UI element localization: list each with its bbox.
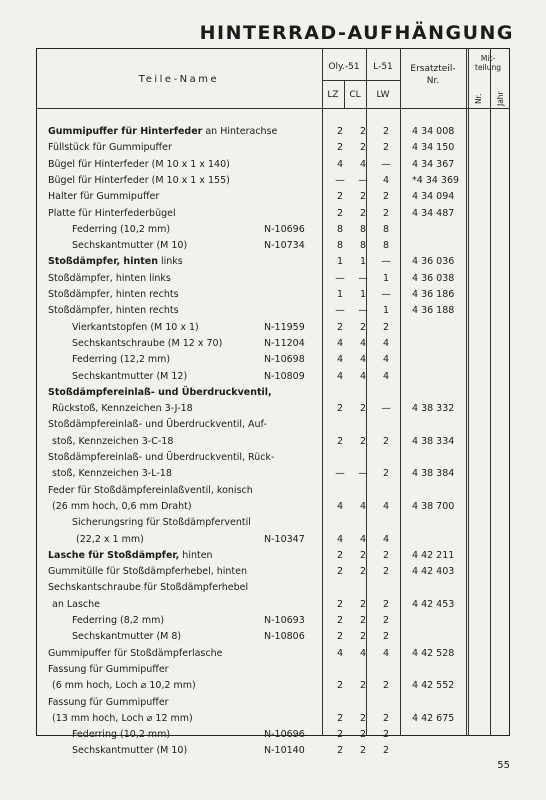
page-number: 55 <box>497 760 510 771</box>
header-lz: LZ <box>327 90 339 100</box>
table-row-continuation <box>0 711 546 727</box>
part-name <box>72 369 187 385</box>
table-row <box>0 287 546 303</box>
qty-lw: 2 <box>382 191 390 203</box>
part-name <box>72 320 199 336</box>
header-cl: CL <box>349 90 361 100</box>
table-row <box>0 140 546 156</box>
qty-lz: 2 <box>336 435 344 447</box>
table-row <box>0 548 546 564</box>
part-name <box>48 140 172 156</box>
part-number: 4 34 487 <box>412 207 455 219</box>
qty-lw: 2 <box>382 566 390 578</box>
part-name-main: Stoßdämpfer, hinten links <box>48 272 171 284</box>
part-number: 4 34 008 <box>412 126 455 137</box>
qty-lw: 2 <box>382 598 390 610</box>
part-name <box>72 238 187 254</box>
qty-lz: 2 <box>336 403 344 415</box>
table-row <box>0 222 546 238</box>
norm-number: N-10140 <box>264 745 305 757</box>
table-row <box>0 238 546 254</box>
part-number: 4 36 036 <box>412 256 455 268</box>
qty-lw: 4 <box>382 533 390 545</box>
table-row-continuation <box>0 466 546 482</box>
qty-lw: 4 <box>382 500 390 512</box>
table-row <box>0 564 546 580</box>
part-name <box>48 124 277 140</box>
qty-cl: 2 <box>359 598 367 610</box>
header-ersatzteil: Ersatzteil- <box>410 64 456 74</box>
part-number: 4 36 186 <box>412 289 455 300</box>
qty-lz: 4 <box>336 500 344 512</box>
qty-cl: 4 <box>359 337 367 349</box>
part-name-main: Sechskantschraube für Stoßdämpferhebel <box>48 582 249 594</box>
part-name-main: Stoßdämpfereinlaß- und Überdruckventil, Auf- <box>48 419 267 431</box>
table-row <box>0 646 546 662</box>
qty-cl: 4 <box>359 354 367 366</box>
part-name-main: Bügel für Hinterfeder (M 10 x 1 x 155) <box>48 174 230 186</box>
header-lw: LW <box>376 90 390 100</box>
qty-cl: 2 <box>359 321 367 333</box>
table-row <box>0 336 546 352</box>
part-name-continuation: (13 mm hoch, Loch ⌀ 12 mm) <box>52 712 193 724</box>
part-name <box>72 515 251 531</box>
table-row <box>0 385 546 401</box>
qty-cl: 2 <box>359 745 367 757</box>
table-row-continuation <box>0 597 546 613</box>
part-number: 4 42 211 <box>412 549 455 561</box>
part-name-main: Federring (8,2 mm) <box>72 615 165 626</box>
qty-lz: 4 <box>336 647 344 659</box>
header-ersatzteil-nr: Nr. <box>426 76 440 86</box>
qty-cl: 2 <box>359 566 367 578</box>
qty-cl: — <box>358 174 368 186</box>
part-name-main: Sechskantmutter (M 8) <box>72 631 182 643</box>
qty-cl: 2 <box>359 403 367 415</box>
qty-lw: 2 <box>382 435 390 447</box>
table-row <box>0 515 546 531</box>
qty-lz: 2 <box>336 729 344 741</box>
qty-lz: 1 <box>336 289 344 300</box>
part-name-main: Stoßdämpfereinlaß- und Überdruckventil, Rück- <box>48 452 275 463</box>
table-row <box>0 369 546 385</box>
qty-cl: — <box>358 468 368 480</box>
part-name <box>48 450 274 466</box>
part-name-continuation: (22,2 x 1 mm) <box>76 533 144 545</box>
part-name <box>48 646 222 662</box>
table-row <box>0 417 546 433</box>
qty-lw: 1 <box>382 272 390 284</box>
table-row <box>0 206 546 222</box>
table-row <box>0 271 546 287</box>
part-name <box>48 157 230 173</box>
qty-lw: 8 <box>382 240 390 252</box>
part-number: 4 42 453 <box>412 598 455 610</box>
part-name <box>48 254 183 270</box>
part-number: 4 36 188 <box>412 305 455 317</box>
part-name-main: Sechskantmutter (M 12) <box>72 370 188 382</box>
qty-lw: 2 <box>382 745 390 757</box>
header-l51: L-51 <box>373 62 393 72</box>
qty-lw: 2 <box>382 729 390 741</box>
part-name-main: Füllstück für Gummipuffer <box>48 142 172 154</box>
part-name-main: Vierkantstopfen (M 10 x 1) <box>72 321 199 333</box>
qty-lz: 2 <box>336 631 344 643</box>
part-number: 4 38 334 <box>412 435 455 447</box>
qty-cl: 2 <box>359 615 367 626</box>
qty-lw: 8 <box>382 223 390 235</box>
part-name-main: Stoßdämpfer, hinten rechts <box>48 289 179 300</box>
qty-lz: 2 <box>336 680 344 692</box>
qty-lz: 2 <box>336 745 344 757</box>
qty-lw: 2 <box>382 468 390 480</box>
part-name-main: Fassung für Gummipuffer <box>48 663 169 675</box>
qty-cl: 2 <box>359 126 367 137</box>
part-name <box>48 287 179 303</box>
header-mitteilung-jahr: Jahr <box>496 91 505 106</box>
table-row-continuation <box>0 401 546 417</box>
qty-lz: 2 <box>336 712 344 724</box>
part-name-main: Bügel für Hinterfeder (M 10 x 1 x 140) <box>48 158 230 170</box>
header-rule <box>322 80 400 81</box>
table-row-continuation <box>0 678 546 694</box>
norm-number: N-10806 <box>264 631 305 643</box>
qty-cl: 2 <box>359 142 367 154</box>
part-name-continuation: stoß, Kennzeichen 3-L-18 <box>52 468 172 480</box>
qty-lw: 2 <box>382 549 390 561</box>
table-row <box>0 629 546 645</box>
qty-lz: 4 <box>336 533 344 545</box>
norm-number: N-10698 <box>264 354 305 366</box>
qty-lw: 2 <box>382 142 390 154</box>
part-name <box>72 629 181 645</box>
qty-lz: 1 <box>336 256 344 268</box>
qty-cl: 4 <box>359 370 367 382</box>
part-name <box>72 727 170 743</box>
table-row <box>0 157 546 173</box>
part-number: 4 42 552 <box>412 680 455 692</box>
qty-cl: 2 <box>359 712 367 724</box>
part-number: 4 42 528 <box>412 647 455 659</box>
part-name <box>48 385 272 401</box>
part-number: 4 34 150 <box>412 142 455 154</box>
part-name-main: Sechskantschraube (M 12 x 70) <box>72 337 223 349</box>
qty-cl: 1 <box>359 289 367 300</box>
part-name <box>48 189 159 205</box>
part-name-main: Sechskantmutter (M 10) <box>72 240 188 252</box>
qty-lw: 1 <box>382 305 390 317</box>
table-row <box>0 254 546 270</box>
part-name <box>48 564 247 580</box>
qty-lz: 2 <box>336 615 344 626</box>
part-name <box>48 303 179 319</box>
qty-cl: — <box>358 305 368 317</box>
table-row <box>0 483 546 499</box>
qty-lw: — <box>381 289 391 300</box>
qty-lz: 2 <box>336 126 344 137</box>
part-name-main: Stoßdämpfereinlaß- und Überdruckventil, <box>48 386 272 398</box>
part-name-suffix: hinten <box>179 549 213 561</box>
page-title: HINTERRAD-AUFHÄNGUNG <box>199 22 514 44</box>
part-name-main: Lasche für Stoßdämpfer, <box>48 549 180 561</box>
qty-lw: 2 <box>382 321 390 333</box>
qty-lz: 4 <box>336 370 344 382</box>
part-name-suffix: an Hinterachse <box>202 126 278 137</box>
part-name-main: Fassung für Gummipuffer <box>48 696 169 708</box>
qty-lz: — <box>335 468 345 480</box>
part-number: 4 38 384 <box>412 468 455 480</box>
part-number: 4 34 367 <box>412 158 455 170</box>
header-teile-name: Teile-Name <box>138 74 220 85</box>
part-number: 4 42 675 <box>412 712 455 724</box>
qty-lz: — <box>335 305 345 317</box>
qty-lw: 2 <box>382 712 390 724</box>
qty-lz: 2 <box>336 142 344 154</box>
qty-lw: 2 <box>382 680 390 692</box>
table-row <box>0 189 546 205</box>
qty-lz: 4 <box>336 337 344 349</box>
table-row <box>0 450 546 466</box>
qty-lw: 2 <box>382 615 390 626</box>
table-row <box>0 662 546 678</box>
qty-cl: 2 <box>359 631 367 643</box>
part-name <box>72 352 170 368</box>
qty-cl: 2 <box>359 680 367 692</box>
part-name-main: Federring (10,2 mm) <box>72 729 171 741</box>
part-name-main: Federring (10,2 mm) <box>72 223 171 235</box>
qty-lz: 8 <box>336 223 344 235</box>
part-name-continuation: an Lasche <box>52 598 101 610</box>
part-name-main: Gummitülle für Stoßdämpferhebel, hinten <box>48 566 248 578</box>
part-name <box>48 173 230 189</box>
qty-lz: — <box>335 272 345 284</box>
part-name <box>72 743 187 759</box>
qty-cl: 8 <box>359 223 367 235</box>
table-row <box>0 124 546 140</box>
part-number: 4 38 332 <box>412 403 455 415</box>
table-row <box>0 695 546 711</box>
qty-lw: 4 <box>382 174 390 186</box>
part-name-main: Gummipuffer für Hinterfeder <box>48 126 203 137</box>
part-name <box>48 662 169 678</box>
norm-number: N-10696 <box>264 223 305 235</box>
part-number: 4 38 700 <box>412 500 455 512</box>
part-name-continuation: Rückstoß, Kennzeichen 3-J-18 <box>52 403 193 415</box>
part-name-main: Halter für Gummipuffer <box>48 191 160 203</box>
header-mitteilung: teilung <box>475 63 501 72</box>
qty-lz: 2 <box>336 598 344 610</box>
qty-lz: 4 <box>336 354 344 366</box>
part-name-continuation: (26 mm hoch, 0,6 mm Draht) <box>52 500 192 512</box>
qty-lz: 2 <box>336 321 344 333</box>
part-name <box>72 222 170 238</box>
part-name-main: Platte für Hinterfederbügel <box>48 207 176 219</box>
qty-cl: — <box>358 272 368 284</box>
part-name-main: Gummipuffer für Stoßdämpferlasche <box>48 647 223 659</box>
qty-cl: 4 <box>359 158 367 170</box>
norm-number: N-10734 <box>264 240 305 252</box>
qty-lw: — <box>381 256 391 268</box>
part-name <box>48 206 176 222</box>
qty-lw: — <box>381 158 391 170</box>
qty-lz: 2 <box>336 566 344 578</box>
part-number: 4 34 094 <box>412 191 455 203</box>
qty-cl: 2 <box>359 191 367 203</box>
table-row <box>0 320 546 336</box>
part-name <box>48 695 169 711</box>
part-name <box>48 483 253 499</box>
qty-cl: 4 <box>359 647 367 659</box>
part-number: *4 34 369 <box>412 174 460 186</box>
part-name <box>48 548 213 564</box>
table-row-continuation <box>0 532 546 548</box>
table-row <box>0 173 546 189</box>
norm-number: N-10809 <box>264 370 305 382</box>
qty-lw: 4 <box>382 647 390 659</box>
qty-cl: 2 <box>359 207 367 219</box>
part-name-main: Feder für Stoßdämpfereinlaßventil, konisch <box>48 484 253 496</box>
qty-cl: 2 <box>359 729 367 741</box>
table-row <box>0 303 546 319</box>
qty-lw: 4 <box>382 370 390 382</box>
qty-lz: 2 <box>336 549 344 561</box>
qty-lz: 2 <box>336 207 344 219</box>
part-name-continuation: stoß, Kennzeichen 3-C-18 <box>52 435 174 447</box>
norm-number: N-10696 <box>264 729 305 741</box>
part-name <box>72 336 222 352</box>
qty-lw: 2 <box>382 631 390 643</box>
part-name-main: Stoßdämpfer, hinten <box>48 256 158 268</box>
qty-lw: 4 <box>382 337 390 349</box>
part-name <box>48 417 267 433</box>
qty-cl: 4 <box>359 533 367 545</box>
norm-number: N-11204 <box>264 337 305 349</box>
qty-lw: 2 <box>382 207 390 219</box>
norm-number: N-10693 <box>264 615 305 626</box>
qty-cl: 4 <box>359 500 367 512</box>
part-name <box>48 271 171 287</box>
qty-cl: 1 <box>359 256 367 268</box>
table-row <box>0 613 546 629</box>
qty-cl: 2 <box>359 549 367 561</box>
table-row-continuation <box>0 499 546 515</box>
part-name-main: Sechskantmutter (M 10) <box>72 745 188 757</box>
part-name <box>48 580 248 596</box>
qty-lw: 2 <box>382 126 390 137</box>
qty-lz: 2 <box>336 191 344 203</box>
header-mitteilung: Mit- <box>480 54 496 63</box>
table-row <box>0 727 546 743</box>
table-row-continuation <box>0 434 546 450</box>
qty-lz: 8 <box>336 240 344 252</box>
qty-lw: 4 <box>382 354 390 366</box>
part-name-suffix: links <box>157 256 183 268</box>
table-row <box>0 352 546 368</box>
qty-lz: 4 <box>336 158 344 170</box>
norm-number: N-11959 <box>264 321 305 333</box>
qty-cl: 8 <box>359 240 367 252</box>
header-mitteilung-nr: Nr. <box>474 93 483 104</box>
table-row <box>0 743 546 759</box>
qty-cl: 2 <box>359 435 367 447</box>
part-name-main: Sicherungsring für Stoßdämpferventil <box>72 517 251 529</box>
part-name-main: Stoßdämpfer, hinten rechts <box>48 305 179 317</box>
part-name <box>72 613 164 629</box>
part-name-continuation: (6 mm hoch, Loch ⌀ 10,2 mm) <box>52 680 196 692</box>
qty-lz: — <box>335 174 345 186</box>
norm-number: N-10347 <box>264 533 305 545</box>
qty-lw: — <box>381 403 391 415</box>
part-name-main: Federring (12,2 mm) <box>72 354 171 366</box>
part-number: 4 42 403 <box>412 566 455 578</box>
header-rule <box>36 108 510 109</box>
table-row <box>0 580 546 596</box>
part-number: 4 36 038 <box>412 272 455 284</box>
header-oly: Oly.-51 <box>328 62 360 72</box>
